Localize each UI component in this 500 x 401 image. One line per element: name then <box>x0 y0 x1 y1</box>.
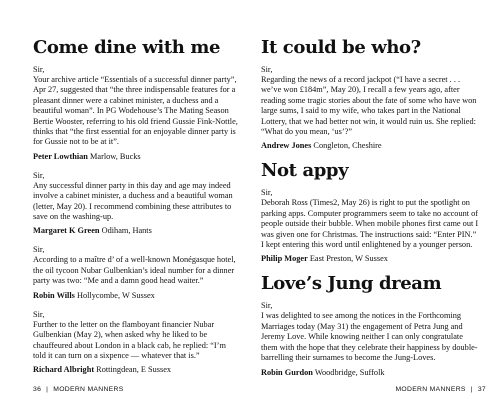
letter-text: I was delighted to see among the notices in the Forthcoming Marriages today (May 31) the engagement of Petra Jung and Jeremy Love. While knowing neither I can only congratulate them with the hope that they celebrate their happiness by double-barrelling their surnames to become the Jung-Loves. <box>261 311 478 363</box>
letter <box>33 245 240 300</box>
author-place: Marlow, Bucks <box>90 151 141 161</box>
left-column <box>33 38 240 384</box>
letter-section <box>261 274 481 377</box>
author-name: Peter Lowthian <box>33 151 88 161</box>
right-column <box>261 38 481 388</box>
letter-salutation: Sir, <box>261 301 273 311</box>
letter-text: According to a maître d’ of a well-known Monégasque hotel, the oil tycoon Nubar Gulbenkian’s ideal number for a dinner party was two: “Me and a damn good head waiter.” <box>33 255 236 286</box>
author-place: Rottingdean, E Sussex <box>96 365 172 375</box>
letter <box>33 65 240 162</box>
author-place: Hollycombe, W Sussex <box>76 290 155 300</box>
letter-signature <box>261 368 481 378</box>
page-number: 37 <box>477 386 486 393</box>
letter-signature <box>33 152 240 162</box>
author-name: Philip Moger <box>261 254 308 264</box>
section-title: It could be who? <box>261 37 421 58</box>
section-title: Come dine with me <box>33 37 221 58</box>
letter-section <box>261 161 481 264</box>
section-title: Not appy <box>261 160 349 182</box>
letter-signature <box>261 141 481 151</box>
page-footer <box>395 386 486 393</box>
letter-salutation: Sir, <box>33 245 45 255</box>
letter-salutation: Sir, <box>33 170 45 180</box>
section-title: Love’s Jung dream <box>261 273 442 295</box>
running-head: MODERN MANNERS <box>395 386 466 393</box>
letter-signature <box>33 291 240 301</box>
right-page <box>250 0 500 401</box>
page-number: 36 <box>33 386 42 393</box>
footer-divider: | <box>470 386 473 393</box>
author-name: Richard Albright <box>33 365 95 375</box>
letter <box>261 188 481 264</box>
letter <box>261 65 481 151</box>
letter-salutation: Sir, <box>33 309 45 319</box>
running-head: MODERN MANNERS <box>53 386 124 393</box>
letter-salutation: Sir, <box>261 188 273 198</box>
letter-text: Any successful dinner party in this day and age may indeed involve a cabinet minister, a duchess and a beautiful woman (letter, May 20). I recommend combining these attributes to save on the washing-up. <box>33 180 233 222</box>
author-name: Robin Wills <box>33 290 75 300</box>
author-place: East Preston, W Sussex <box>309 254 388 264</box>
letter-text: Deborah Ross (Times2, May 26) is right to put the spotlight on parking apps. Computer programmers seem to take no account of people outside their bubble. When mobile phones first came out I was given one for Christmas. The instructions said: “Enter PIN.” I kept entering this word until enlightened by a younger person. <box>261 198 479 250</box>
letter-text: Further to the letter on the flamboyant financier Nubar Gulbenkian (May 2), when asked why he liked to be chauffeured about London in a black cab, he replied: “I’m told it can turn on a sixpence — whatever that is.” <box>33 319 226 360</box>
author-name: Robin Gurdon <box>261 367 313 377</box>
letter <box>33 310 240 376</box>
letter-signature <box>33 365 240 375</box>
letter-salutation: Sir, <box>261 65 273 74</box>
letter-salutation: Sir, <box>33 65 45 74</box>
letter-section <box>261 38 481 151</box>
author-name: Andrew Jones <box>261 141 312 151</box>
page-footer <box>33 386 124 393</box>
letter-signature <box>261 254 481 264</box>
author-place: Woodbridge, Suffolk <box>314 367 385 377</box>
author-place: Congleton, Cheshire <box>313 141 382 151</box>
letter <box>33 171 240 237</box>
author-place: Odiham, Hants <box>101 226 152 236</box>
letter-text: Your archive article “Essentials of a successful dinner party”, Apr 27, suggested that “the three indispensable features for a pleasant dinner were a cabinet minister, a duchess and a beautiful woman”. In PG Wodehouse’s The Mating Season Bertie Wooster, referring to his old friend Gussie Fink-Nottle, thinks that “the first essential for an enjoyable dinner party is for Gussie not to be at it”. <box>33 75 238 147</box>
letter-text: Regarding the news of a record jackpot (“I have a secret . . . we’ve won £184m”, May 20), I recall a few years ago, after reading some tragic stories about the fate of some who have won large sums, I said to my wife, who takes part in the National Lottery, that we had better not win, it would ruin us. She replied: “What do you mean, ‘us’?” <box>261 75 477 137</box>
author-name: Margaret K Green <box>33 226 100 236</box>
letter-signature <box>33 226 240 236</box>
letter <box>261 301 481 377</box>
footer-divider: | <box>46 386 49 393</box>
